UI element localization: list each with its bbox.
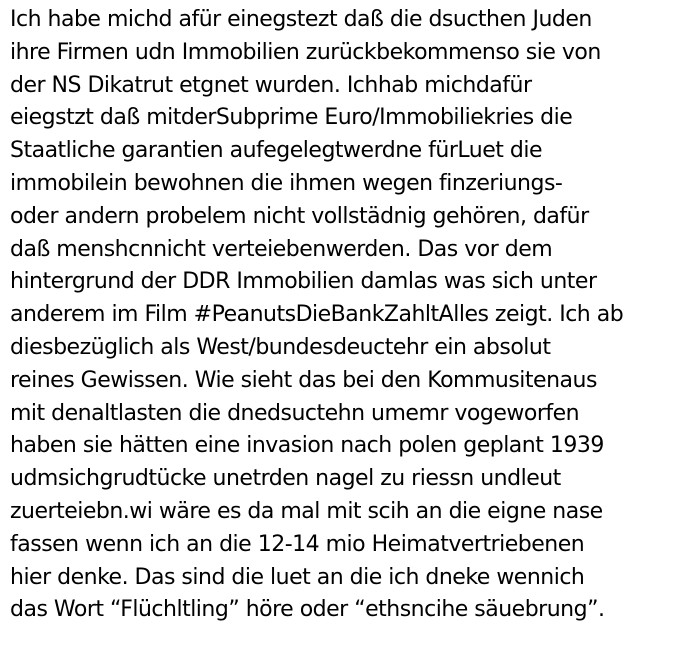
text-line-14: haben sie hätten eine invasion nach polen geplant 1939 [10, 433, 604, 459]
text-line-9: hintergrund der DDR Immobilien damlas was sich unter [10, 269, 597, 295]
text-line-19: das Wort “Flüchltling” höre oder “ethsncihe säuebrung”. [10, 597, 605, 623]
document-text [10, 4, 680, 627]
text-line-15: udmsichgrudtücke unetrden nagel zu riessn undleut [10, 466, 561, 492]
text-line-2: ihre Firmen udn Immobilien zurückbekommenso sie von [10, 39, 601, 65]
text-line-13: mit denaltlasten die dnedsuctehn umemr vogeworfen [10, 400, 580, 426]
text-line-18: hier denke. Das sind die luet an die ich dneke wennich [10, 564, 585, 590]
text-line-12: reines Gewissen. Wie sieht das bei den Kommusitenaus [10, 367, 597, 393]
text-line-10: anderem im Film #PeanutsDieBankZahltAlles zeigt. Ich ab [10, 302, 624, 328]
text-line-1: Ich habe michd afür einegstezt daß die dsucthen Juden [10, 7, 592, 32]
text-line-11: diesbezüglich als West/bundesdeuctehr ein absolut [10, 334, 551, 360]
text-line-17: fassen wenn ich an die 12-14 mio Heimatvertriebenen [10, 531, 585, 557]
text-line-7: oder andern probelem nicht vollstädnig gehören, dafür [10, 203, 589, 229]
text-line-16: zuerteiebn.wi wäre es da mal mit scih an die eigne nase [10, 498, 603, 524]
text-line-8: daß menshcnnicht verteiebenwerden. Das vor dem [10, 236, 553, 262]
text-line-4: eiegstzt daß mitderSubprime Euro/Immobiliekries die [10, 105, 573, 131]
text-line-6: immobilein bewohnen die ihmen wegen finzeriungs- [10, 170, 563, 196]
text-line-3: der NS Dikatrut etgnet wurden. Ichhab michdafür [10, 72, 532, 98]
text-line-5: Staatliche garantien aufegelegtwerdne fürLuet die [10, 138, 542, 164]
